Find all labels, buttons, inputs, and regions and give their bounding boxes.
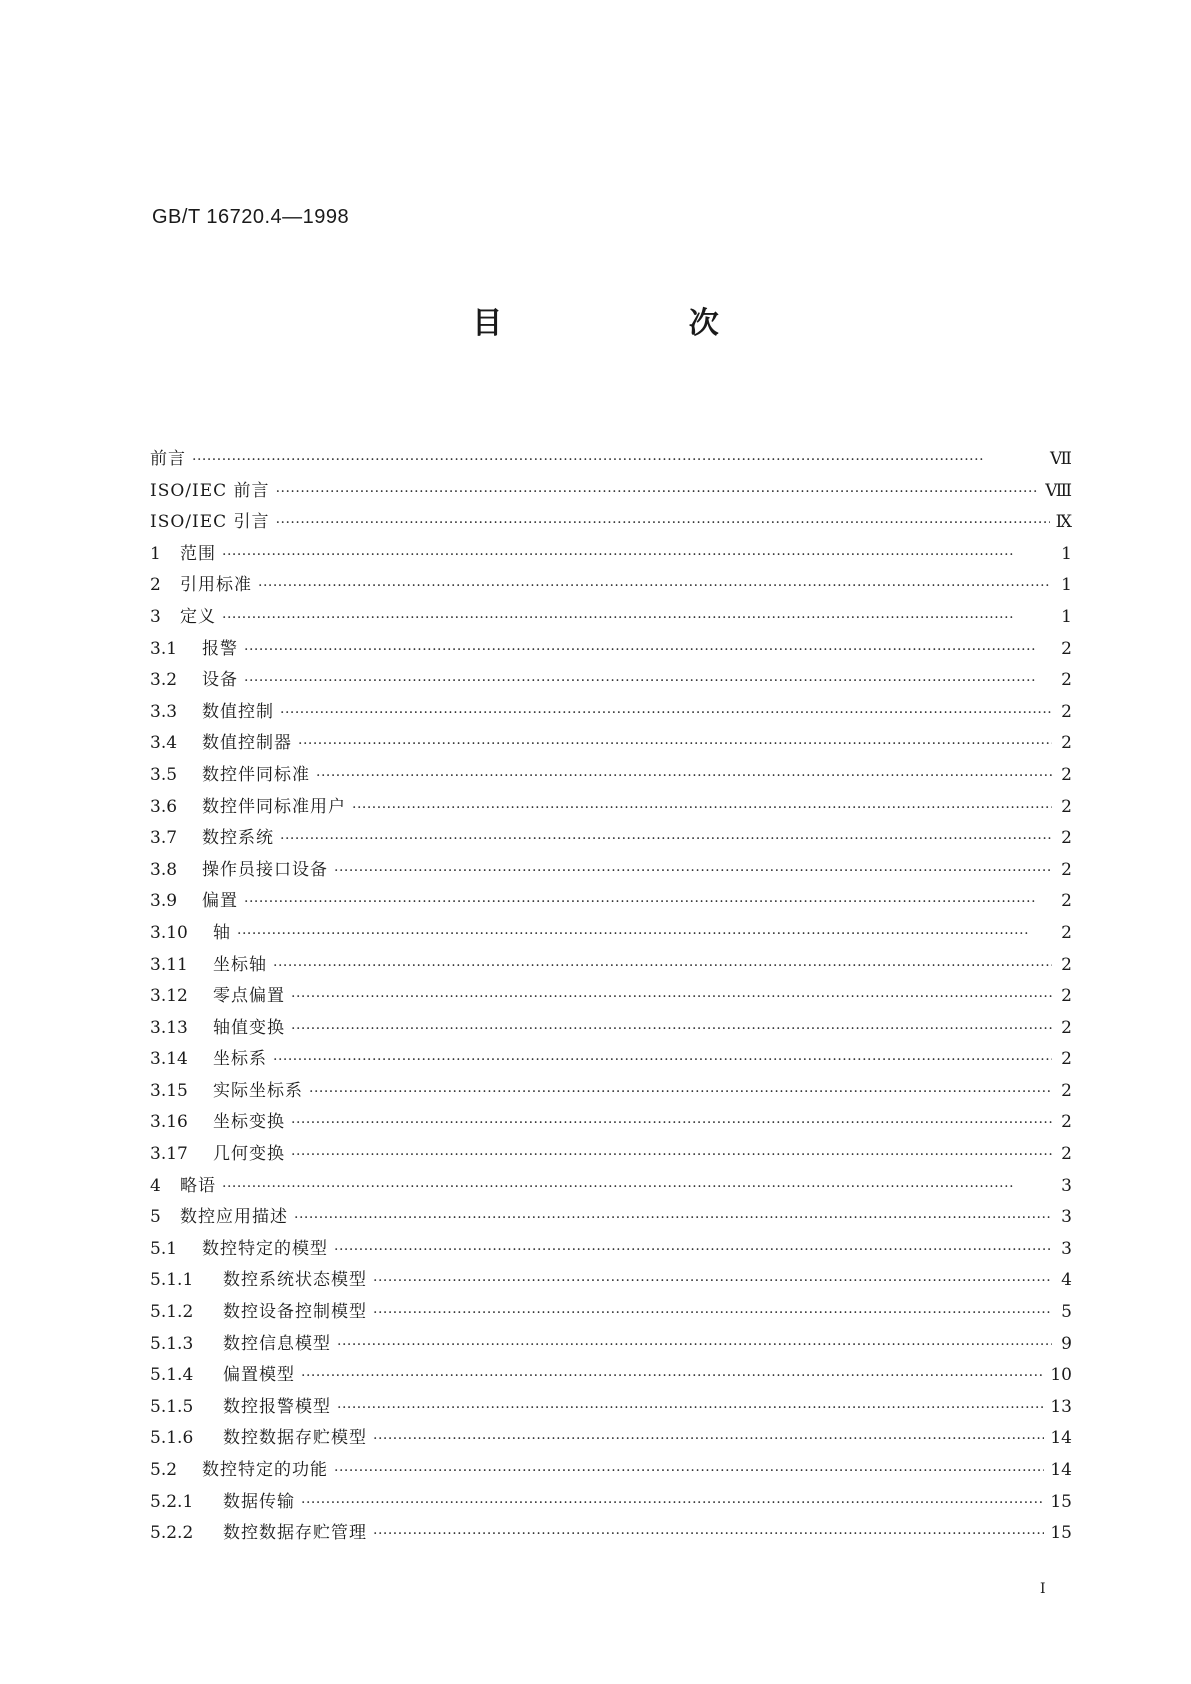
toc-entry[interactable] (150, 1329, 1072, 1361)
toc-entry-page: 2 (1061, 733, 1072, 754)
toc-entry-number: 1 (150, 543, 161, 564)
toc-entry[interactable] (150, 918, 1072, 950)
toc-dot-leader (373, 1518, 1044, 1550)
toc-dot-leader (280, 697, 1052, 729)
toc-entry-title: 操作员接口设备 (202, 859, 328, 880)
toc-entry-title: 几何变换 (213, 1144, 285, 1165)
toc-dot-leader (244, 634, 1052, 666)
toc-entry[interactable] (150, 1423, 1072, 1455)
toc-entry-number: 3.12 (150, 986, 188, 1007)
toc-entry-number: 3.7 (150, 828, 178, 849)
table-of-contents (150, 444, 1072, 1550)
toc-entry-title: 零点偏置 (213, 986, 285, 1007)
toc-dot-leader (316, 760, 1052, 792)
toc-entry-number: 3.8 (150, 859, 178, 880)
toc-entry-title: 数控报警模型 (223, 1396, 331, 1417)
toc-entry-number: 5.1.4 (150, 1365, 194, 1386)
toc-entry-number: 3.3 (150, 701, 178, 722)
toc-entry[interactable] (150, 1013, 1072, 1045)
toc-entry-page: 3 (1061, 1175, 1072, 1196)
toc-entry-title: 数控数据存贮模型 (223, 1428, 367, 1449)
toc-entry-number: 5.1.2 (150, 1302, 194, 1323)
toc-entry-number: 5.1 (150, 1238, 178, 1259)
toc-entry-number: 5 (150, 1207, 161, 1228)
toc-entry-number: 3.4 (150, 733, 178, 754)
toc-entry[interactable] (150, 1044, 1072, 1076)
toc-entry-title: 数控伴同标准用户 (202, 796, 346, 817)
toc-entry-title: 数控数据存贮管理 (223, 1523, 367, 1544)
toc-entry-title: 偏置 (202, 891, 238, 912)
toc-entry-number: 3 (150, 606, 161, 627)
toc-dot-leader (280, 823, 1052, 855)
toc-dot-leader (273, 1044, 1052, 1076)
toc-entry-title: 数控特定的模型 (202, 1238, 328, 1259)
toc-entry-number: 5.1.3 (150, 1333, 194, 1354)
toc-entry-title: 轴 (213, 922, 231, 943)
toc-entry-page: 1 (1061, 575, 1072, 596)
toc-entry-page: 2 (1061, 859, 1072, 880)
toc-entry-number: 3.13 (150, 1017, 188, 1038)
toc-entry[interactable] (150, 1139, 1072, 1171)
toc-dot-leader (301, 1360, 1044, 1392)
toc-entry-title: 定义 (180, 606, 216, 627)
toc-entry[interactable] (150, 697, 1072, 729)
toc-entry-page: 1 (1061, 543, 1072, 564)
toc-entry-title: 数控伴同标准 (202, 764, 310, 785)
toc-dot-leader (192, 444, 1044, 476)
toc-dot-leader (309, 1076, 1052, 1108)
toc-entry-number: 3.11 (150, 954, 188, 975)
toc-entry[interactable] (150, 823, 1072, 855)
toc-entry-page: 2 (1061, 922, 1072, 943)
toc-entry-title: 设备 (202, 670, 238, 691)
toc-entry-page: 2 (1061, 954, 1072, 975)
toc-entry[interactable] (150, 981, 1072, 1013)
toc-entry[interactable] (150, 1392, 1072, 1424)
toc-entry-number: 4 (150, 1175, 161, 1196)
toc-entry[interactable] (150, 792, 1072, 824)
toc-entry-page: 5 (1061, 1302, 1072, 1323)
toc-entry-number: 3.1 (150, 638, 178, 659)
toc-entry-page: 2 (1061, 796, 1072, 817)
toc-entry-page: 2 (1061, 828, 1072, 849)
toc-entry-title: 数控应用描述 (180, 1207, 288, 1228)
toc-entry-page: 3 (1061, 1207, 1072, 1228)
toc-dot-leader (352, 792, 1052, 824)
toc-entry-title: 数控特定的功能 (202, 1460, 328, 1480)
toc-entry-page: 15 (1050, 1523, 1072, 1544)
toc-entry-page: 2 (1061, 1144, 1072, 1165)
toc-dot-leader (291, 981, 1052, 1013)
toc-entry-number: 3.16 (150, 1112, 188, 1133)
toc-dot-leader (373, 1297, 1052, 1329)
toc-entry-title: 数控信息模型 (223, 1333, 331, 1354)
toc-entry[interactable] (150, 1076, 1072, 1108)
toc-entry[interactable] (150, 1487, 1072, 1519)
toc-entry[interactable] (150, 1234, 1072, 1266)
toc-entry-page: 2 (1061, 764, 1072, 785)
toc-entry[interactable] (150, 728, 1072, 760)
toc-entry[interactable] (150, 1518, 1072, 1550)
toc-entry-page: 4 (1061, 1270, 1072, 1291)
toc-entry-number: 3.10 (150, 922, 188, 943)
toc-entry-title: ISO/IEC 前言 (150, 480, 270, 501)
toc-entry-number: 5.1.6 (150, 1428, 194, 1449)
page-title: 目 次 (472, 306, 807, 341)
toc-entry-title: 坐标轴 (213, 954, 267, 975)
toc-entry-title: 前言 (150, 449, 186, 469)
toc-entry-title: 范围 (180, 543, 216, 564)
toc-entry-page: 10 (1050, 1365, 1072, 1386)
toc-entry-page: 2 (1061, 1080, 1072, 1101)
toc-entry-page: 2 (1061, 1049, 1072, 1070)
toc-entry-number: 3.5 (150, 764, 178, 785)
toc-entry[interactable] (150, 539, 1072, 571)
toc-dot-leader (276, 476, 1040, 508)
page-number: I (1040, 1581, 1046, 1597)
toc-entry-title: 数据传输 (223, 1491, 295, 1512)
toc-entry-title: 偏置模型 (223, 1365, 295, 1386)
toc-entry-title: 数控设备控制模型 (223, 1302, 367, 1323)
toc-dot-leader (222, 1171, 1052, 1203)
toc-entry[interactable] (150, 1297, 1072, 1329)
toc-entry[interactable] (150, 1455, 1072, 1487)
toc-dot-leader (373, 1265, 1052, 1297)
toc-entry[interactable] (150, 634, 1072, 666)
toc-entry-page: Ⅶ (1050, 449, 1072, 469)
toc-entry[interactable] (150, 570, 1072, 602)
toc-entry-title: 数值控制 (202, 701, 274, 722)
toc-dot-leader (258, 570, 1052, 602)
toc-entry-title: 轴值变换 (213, 1017, 285, 1038)
toc-dot-leader (291, 1013, 1052, 1045)
toc-entry[interactable] (150, 1202, 1072, 1234)
toc-entry-title: 坐标系 (213, 1049, 267, 1070)
toc-entry-page: 2 (1061, 986, 1072, 1007)
toc-dot-leader (291, 1107, 1052, 1139)
toc-entry-page: 15 (1050, 1491, 1072, 1512)
toc-dot-leader (301, 1487, 1044, 1519)
toc-entry-number: 3.9 (150, 891, 178, 912)
toc-entry-number: 2 (150, 575, 161, 596)
toc-entry-title: 数控系统状态模型 (223, 1270, 367, 1291)
toc-dot-leader (237, 918, 1052, 950)
toc-entry-page: 2 (1061, 670, 1072, 691)
toc-dot-leader (373, 1423, 1044, 1455)
toc-entry[interactable] (150, 1360, 1072, 1392)
toc-dot-leader (294, 1202, 1052, 1234)
toc-entry[interactable] (150, 1171, 1072, 1203)
toc-dot-leader (334, 855, 1052, 887)
toc-entry-title: 实际坐标系 (213, 1080, 303, 1101)
toc-entry-number: 3.2 (150, 670, 178, 691)
toc-dot-leader (273, 950, 1052, 982)
toc-entry-page: 14 (1050, 1460, 1072, 1480)
toc-entry-number: 5.1.5 (150, 1396, 194, 1417)
toc-entry-page: 14 (1050, 1428, 1072, 1449)
toc-entry-number: 3.6 (150, 796, 178, 817)
toc-entry[interactable] (150, 444, 1072, 476)
toc-dot-leader (276, 507, 1050, 539)
toc-entry[interactable] (150, 1107, 1072, 1139)
toc-entry[interactable] (150, 1265, 1072, 1297)
toc-dot-leader (337, 1392, 1044, 1424)
toc-entry-page: 2 (1061, 1017, 1072, 1038)
toc-dot-leader (244, 886, 1052, 918)
toc-entry[interactable] (150, 602, 1072, 634)
toc-dot-leader (244, 665, 1052, 697)
toc-entry-number: 3.17 (150, 1144, 188, 1165)
toc-entry[interactable] (150, 760, 1072, 792)
toc-dot-leader (291, 1139, 1052, 1171)
toc-entry-number: 5.1.1 (150, 1270, 194, 1291)
toc-entry-title: 报警 (202, 638, 238, 659)
toc-entry-page: 2 (1061, 1112, 1072, 1133)
toc-entry-page: Ⅷ (1045, 480, 1072, 501)
toc-entry-number: 5.2 (150, 1460, 178, 1480)
toc-dot-leader (334, 1455, 1044, 1487)
toc-dot-leader (334, 1234, 1052, 1266)
toc-entry-title: 略语 (180, 1175, 216, 1196)
standard-code: GB/T 16720.4—1998 (152, 206, 350, 228)
toc-entry[interactable] (150, 507, 1072, 539)
toc-entry-number: 3.14 (150, 1049, 188, 1070)
toc-entry[interactable] (150, 665, 1072, 697)
toc-dot-leader (222, 539, 1052, 571)
toc-entry[interactable] (150, 476, 1072, 508)
toc-entry-title: 数控系统 (202, 828, 274, 849)
toc-entry[interactable] (150, 855, 1072, 887)
toc-entry-title: 数值控制器 (202, 733, 292, 754)
toc-entry-page: 3 (1061, 1238, 1072, 1259)
toc-entry-number: 5.2.1 (150, 1491, 194, 1512)
toc-entry-number: 5.2.2 (150, 1523, 194, 1544)
toc-entry-page: 9 (1061, 1333, 1072, 1354)
toc-entry-page: 2 (1061, 891, 1072, 912)
toc-dot-leader (222, 602, 1052, 634)
toc-entry-title: 引用标准 (180, 575, 252, 596)
toc-entry-page: 2 (1061, 638, 1072, 659)
toc-entry-page: Ⅸ (1055, 512, 1072, 533)
toc-entry-page: 1 (1061, 606, 1072, 627)
toc-dot-leader (337, 1329, 1052, 1361)
toc-entry[interactable] (150, 950, 1072, 982)
toc-entry-title: ISO/IEC 引言 (150, 512, 270, 533)
toc-entry-page: 2 (1061, 701, 1072, 722)
toc-dot-leader (298, 728, 1052, 760)
toc-entry-page: 13 (1050, 1396, 1072, 1417)
toc-entry-title: 坐标变换 (213, 1112, 285, 1133)
toc-entry[interactable] (150, 886, 1072, 918)
toc-entry-number: 3.15 (150, 1080, 188, 1101)
